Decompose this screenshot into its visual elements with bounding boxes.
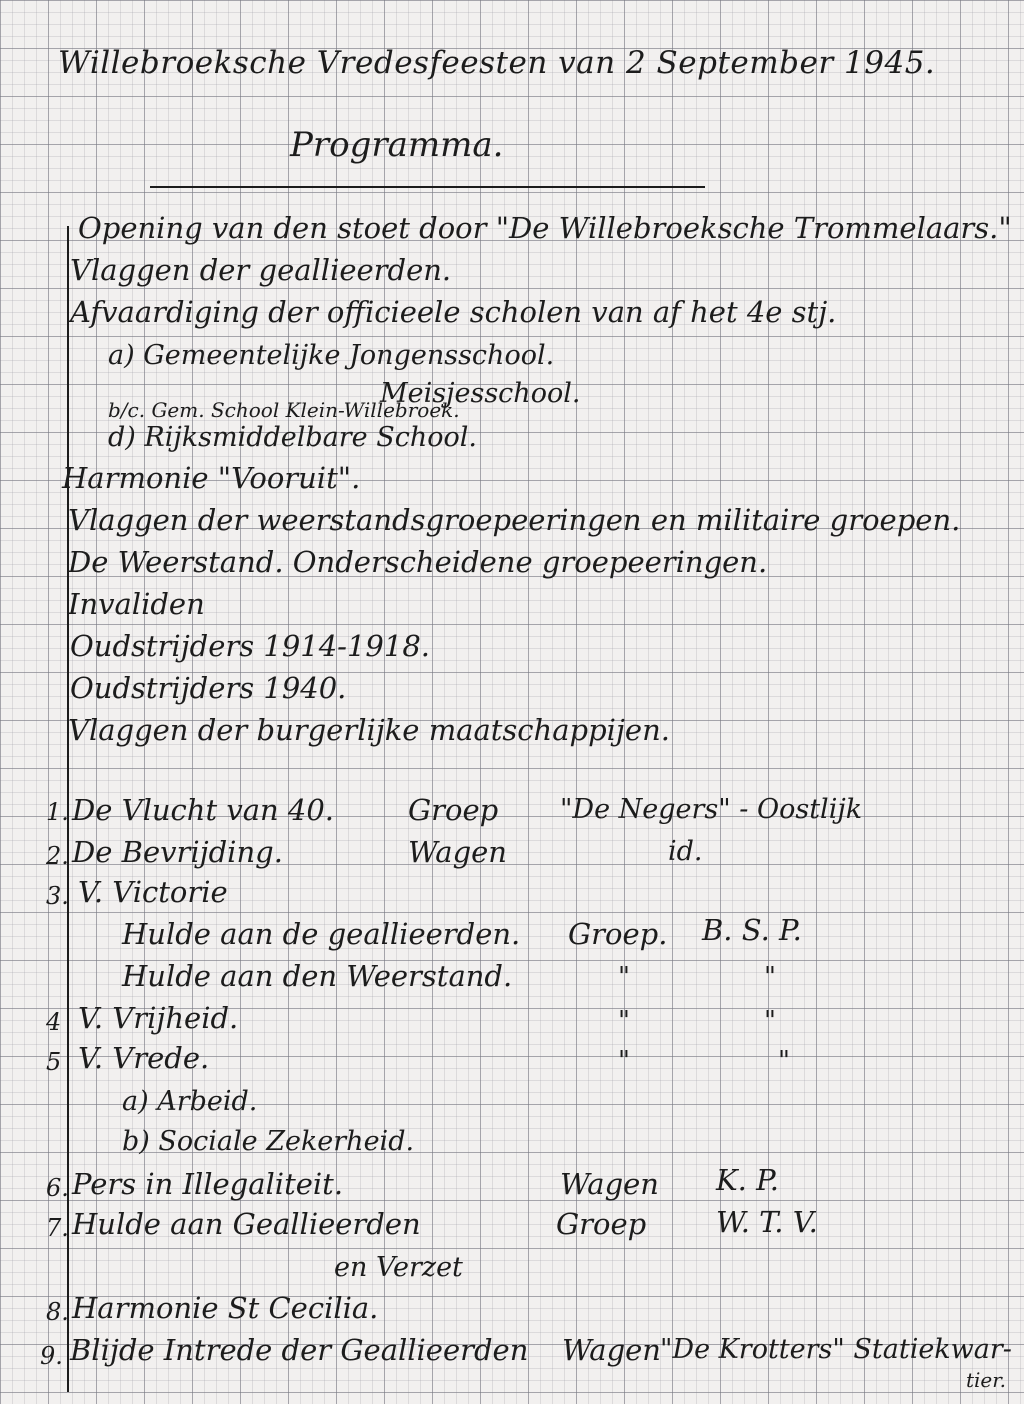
- subitem-title: Hulde aan den Weerstand.: [122, 959, 513, 993]
- item-type: Groep: [408, 793, 499, 827]
- item-number: 3.: [46, 882, 69, 910]
- ditto-mark: ": [618, 1006, 630, 1036]
- item-number: 9.: [40, 1342, 63, 1370]
- item-title: V. Victorie: [78, 875, 228, 909]
- intro-line-harmonie-vooruit: Harmonie "Vooruit".: [62, 461, 361, 495]
- intro-line-invaliden: Invaliden: [68, 587, 205, 621]
- item-number: 7.: [46, 1214, 69, 1242]
- item-type: Wagen: [408, 835, 507, 869]
- intro-line-veterans-1940: Oudstrijders 1940.: [70, 671, 347, 705]
- item-number: 5: [46, 1048, 62, 1076]
- ditto-mark: ": [618, 1046, 630, 1076]
- item-number: 1.: [46, 798, 69, 826]
- item-title: De Vlucht van 40.: [72, 793, 335, 827]
- item-number: 4: [46, 1008, 62, 1036]
- item-number: 8.: [46, 1298, 69, 1326]
- item-title: Pers in Illegaliteit.: [72, 1167, 344, 1201]
- intro-line-boys-school: a) Gemeentelijke Jongensschool.: [108, 340, 555, 371]
- intro-line-weerstand: De Weerstand. Onderscheidene groepeeringen.: [68, 545, 768, 579]
- item-group: K. P.: [716, 1163, 779, 1197]
- item-group: B. S. P.: [702, 913, 802, 947]
- subitem-title: Hulde aan de geallieerden.: [122, 917, 521, 951]
- item-title: V. Vrede.: [78, 1041, 210, 1075]
- subitem-title: en Verzet: [334, 1252, 463, 1283]
- item-type: Groep.: [568, 917, 668, 951]
- title-underline: [150, 186, 705, 188]
- ditto-mark: ": [778, 1046, 790, 1076]
- document-title: Willebroeksche Vredesfeesten van 2 September 1945.: [58, 45, 936, 81]
- intro-line-civil-flags: Vlaggen der burgerlijke maatschappijen.: [68, 713, 670, 747]
- intro-line-girls-school: Meisjesschool.: [380, 378, 581, 409]
- item-number: 2.: [46, 842, 69, 870]
- item-title: De Bevrijding.: [72, 835, 283, 869]
- subitem-title: b) Sociale Zekerheid.: [122, 1126, 415, 1157]
- ditto-mark: ": [764, 962, 776, 992]
- item-title: Hulde aan Geallieerden: [72, 1207, 421, 1241]
- item-type: Groep: [556, 1207, 647, 1241]
- item-group: "De Krotters" Statiekwar-: [660, 1334, 1012, 1365]
- subitem-title: a) Arbeid.: [122, 1086, 258, 1117]
- item-title: V. Vrijheid.: [78, 1001, 239, 1035]
- intro-line-flags-allies: Vlaggen der geallieerden.: [70, 253, 452, 287]
- item-group: W. T. V.: [716, 1205, 818, 1239]
- item-type: Wagen: [562, 1333, 661, 1367]
- item-group: "De Negers" - Oostlijk: [560, 794, 863, 825]
- intro-line-opening: Opening van den stoet door "De Willebroeksche Trommelaars.": [78, 211, 1012, 245]
- item-type: Wagen: [560, 1167, 659, 1201]
- intro-line-rijksmiddelbare: d) Rijksmiddelbare School.: [108, 422, 477, 453]
- intro-line-klein-willebroek: b/c. Gem. School Klein-Willebroek.: [108, 398, 460, 422]
- item-number: 6.: [46, 1174, 69, 1202]
- item-title: Harmonie St Cecilia.: [72, 1291, 379, 1325]
- item-group: id.: [668, 836, 703, 867]
- item-title: Blijde Intrede der Geallieerden: [70, 1333, 529, 1367]
- ditto-mark: ": [764, 1006, 776, 1036]
- item-group-continued: tier.: [966, 1368, 1006, 1392]
- intro-line-delegation: Afvaardiging der officieele scholen van af het 4e stj.: [70, 295, 837, 329]
- document-subtitle: Programma.: [290, 125, 504, 165]
- ditto-mark: ": [618, 962, 630, 992]
- intro-line-veterans-1914: Oudstrijders 1914-1918.: [70, 629, 430, 663]
- intro-line-flags-resistance: Vlaggen der weerstandsgroepeeringen en militaire groepen.: [68, 503, 961, 537]
